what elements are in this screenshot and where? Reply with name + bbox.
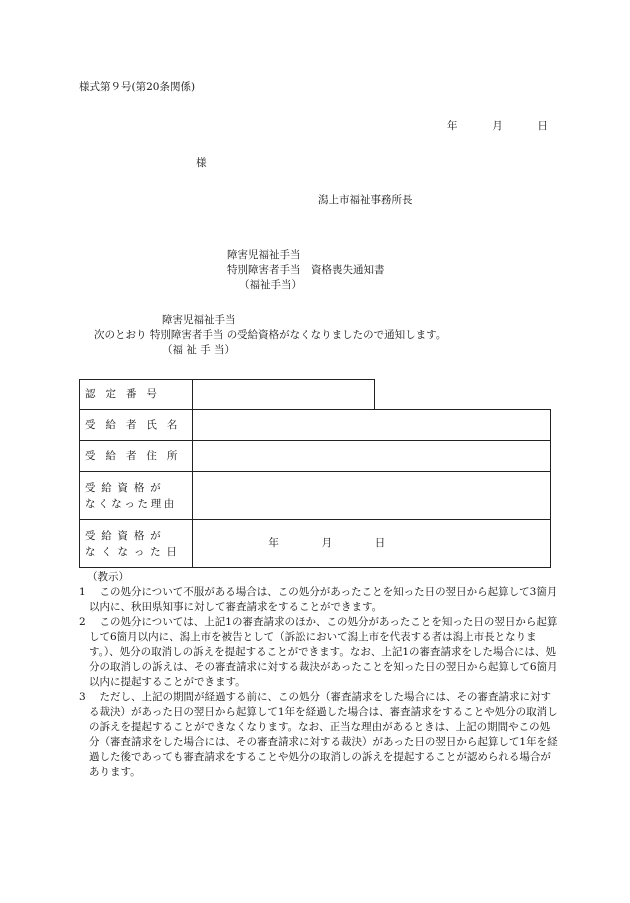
- instruction-item: [79, 690, 559, 780]
- body-main-line: [94, 328, 446, 343]
- notice-body: [94, 313, 446, 358]
- instruction-text: この処分について不服がある場合は、この処分があったことを知った日の翌日から起算して3箇月以内に、秋田県知事に対して審査請求をすることができます。: [89, 586, 558, 613]
- body-allowance-3: （福 祉 手 当）: [162, 344, 236, 356]
- instructions-heading: （教示）: [87, 571, 129, 583]
- instruction-item: [79, 615, 559, 690]
- addressee: 様: [196, 157, 207, 169]
- loss-date-month: 月: [321, 537, 333, 550]
- loss-date-day: 日: [374, 537, 386, 550]
- loss-date-year: 年: [268, 537, 279, 550]
- document-title: [227, 248, 385, 293]
- date-month: 月: [492, 120, 503, 132]
- title-line-1: 障害児福祉手当: [227, 249, 301, 261]
- instruction-number: 1: [79, 586, 86, 598]
- loss-reason-label-2: なくなった理由: [85, 497, 177, 510]
- loss-reason-label: [80, 472, 193, 520]
- loss-date-value: [193, 520, 551, 568]
- loss-date-label-1: 受給資格が: [85, 529, 167, 542]
- info-table: [79, 379, 551, 568]
- instruction-text: この処分については、上記1の審査請求のほか、この処分があったことを知った日の翌日から起算して6箇月以内に、潟上市を被告として（訴訟において潟上市を代表する者は潟上市長となります。）、処分の取消しの訴えを提起することができます。なお、上記1の審査請求をした場合には、処分の取消しの訴えは、その審査請求に対する裁決があったことを知った日の翌日から起算して6箇月以内に提起することができます。: [89, 616, 558, 688]
- row-recipient-name: [80, 410, 551, 441]
- issue-date: [447, 119, 548, 134]
- loss-date-label-2: なくなった日: [85, 545, 183, 558]
- cert-number-label: 認定番号: [80, 380, 193, 410]
- recipient-name-label: 受給者氏名: [80, 410, 193, 441]
- recipient-name-value: [193, 410, 551, 441]
- loss-reason-label-1: 受給資格が: [85, 481, 167, 494]
- loss-date-label: [80, 520, 193, 568]
- body-allowance-1: 障害児福祉手当: [162, 314, 236, 326]
- instruction-number: 2: [79, 616, 86, 628]
- date-day: 日: [537, 120, 548, 132]
- issuer: 潟上市福祉事務所長: [318, 194, 413, 206]
- instruction-number: 3: [79, 691, 86, 703]
- row-loss-reason: [80, 472, 551, 520]
- title-line-2: 特別障害者手当 資格喪失通知書: [227, 264, 385, 276]
- instruction-item: [79, 585, 559, 615]
- loss-reason-value: [193, 472, 551, 520]
- title-line-3: （福祉手当）: [239, 279, 302, 291]
- date-year: 年: [447, 120, 458, 132]
- instruction-text: ただし、上記の期間が経過する前に、この処分（審査請求をした場合には、その審査請求に対する裁決）があった日の翌日から起算して1年を経過した場合は、審査請求をすることや処分の取消しの訴えを提起することができなくなります。なお、正当な理由があるときは、上記の期間やこの処分（審査請求をした場合には、その審査請求に対する裁決）があった日の翌日から起算して1年を経過した後であっても審査請求をすることや処分の取消しの訴えを提起することが認められる場合があります。: [89, 691, 558, 778]
- body-allowance-2: 特別障害者手当: [149, 329, 224, 341]
- instructions: [79, 570, 559, 780]
- row-recipient-address: [80, 441, 551, 472]
- body-prefix: 次のとおり: [94, 329, 147, 341]
- cert-number-value: [193, 380, 375, 410]
- body-suffix: の受給資格がなくなりましたので通知します。: [226, 329, 447, 341]
- row-loss-date: [80, 520, 551, 568]
- recipient-address-value: [193, 441, 551, 472]
- form-id: 様式第９号(第20条関係): [79, 81, 196, 93]
- row-cert-number: [80, 380, 551, 410]
- recipient-address-label: 受給者住所: [80, 441, 193, 472]
